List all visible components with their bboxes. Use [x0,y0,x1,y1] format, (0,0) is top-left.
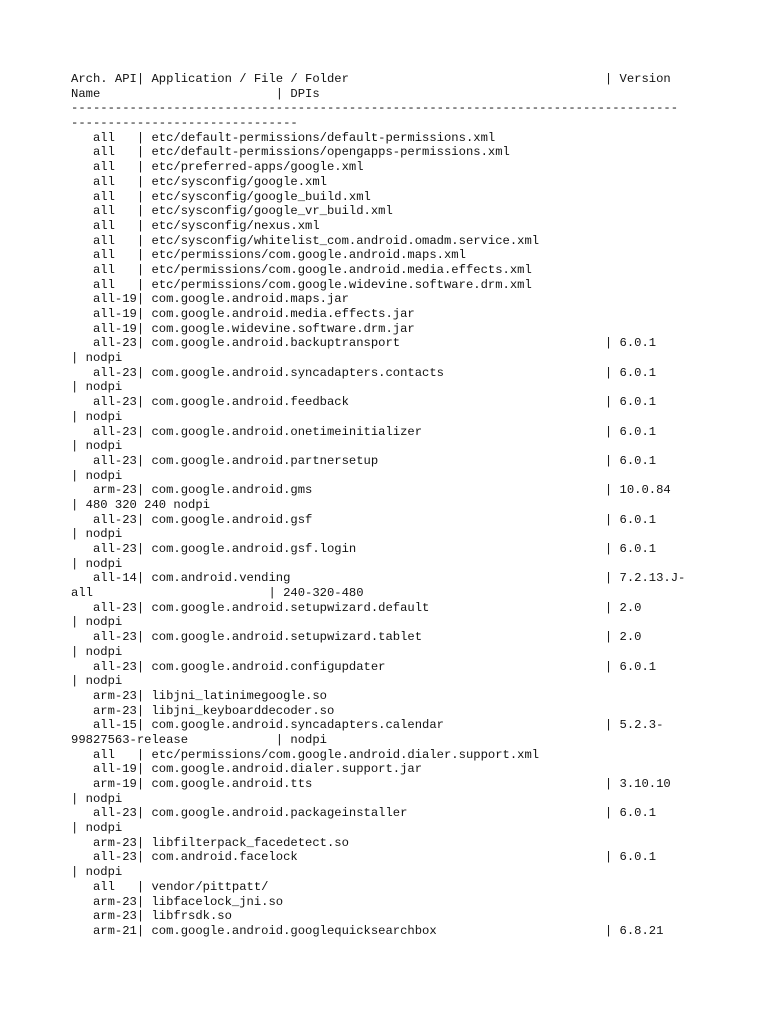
table-row: all-14| com.android.vending | 7.2.13.J- [71,571,686,586]
table-row-continuation: | nodpi [71,351,123,366]
table-row: arm-23| libfilterpack_facedetect.so [71,835,349,850]
table-row: arm-23| com.google.android.gms | 10.0.84 [71,483,671,498]
table-row: all-23| com.google.android.setupwizard.tablet | 2.0 [71,630,642,645]
table-row: all-19| com.google.android.dialer.support.jar [71,762,423,777]
table-row: arm-23| libfacelock_jni.so [71,894,284,909]
table-row: all | etc/sysconfig/google_build.xml [71,189,371,204]
table-row: all | etc/permissions/com.google.android.maps.xml [71,248,466,263]
document-page [71,72,731,939]
table-row: all-23| com.google.android.partnersetup | 6.0.1 [71,453,657,468]
table-row: arm-19| com.google.android.tts | 3.10.10 [71,777,671,791]
table-row: all | etc/preferred-apps/google.xml [71,160,364,175]
table-row: all | etc/sysconfig/nexus.xml [71,218,320,233]
table-row: all | etc/permissions/com.google.android.dialer.support.xml [71,747,540,762]
table-row: all-23| com.google.android.onetimeinitializer | 6.0.1 [71,424,657,439]
table-row-continuation: | 480 320 240 nodpi [71,497,210,512]
table-row-continuation: | nodpi [71,380,123,395]
table-row: all-23| com.google.android.feedback | 6.0.1 [71,395,657,410]
table-row: all | etc/default-permissions/default-permissions.xml [71,130,496,145]
table-row: all-19| com.google.android.maps.jar [71,292,349,307]
table-row: all-19| com.google.android.media.effects.jar [71,307,415,321]
table-row-continuation: | nodpi [71,615,123,630]
table-row: all | etc/sysconfig/whitelist_com.android.omadm.service.xml [71,233,540,248]
table-row-continuation: 99827563-release | nodpi [71,732,327,747]
table-row: all | etc/sysconfig/google_vr_build.xml [71,204,393,219]
table-row-continuation: | nodpi [71,527,123,542]
header-line-1: Arch. API| Application / File / Folder | Version [71,72,671,86]
table-row-continuation: | nodpi [71,791,123,806]
table-row: all | vendor/pittpatt/ [71,879,269,894]
table-row-continuation: | nodpi [71,865,123,880]
table-row: arm-23| libjni_keyboarddecoder.so [71,703,335,718]
table-row: all-23| com.google.android.configupdater | 6.0.1 [71,659,657,674]
table-row: arm-23| libfrsdk.so [71,909,232,924]
table-row: arm-21| com.google.android.googlequicksearchbox | 6.8.21 [71,923,664,938]
table-row: all-23| com.android.facelock | 6.0.1 [71,850,657,865]
table-row: all-23| com.google.android.gsf.login | 6.0.1 [71,542,657,556]
table-row-continuation: | nodpi [71,556,123,571]
header-line-2: Name | DPIs [71,86,320,101]
table-row-continuation: | nodpi [71,439,123,454]
table-row: all-23| com.google.android.gsf | 6.0.1 [71,512,657,527]
table-row: all-23| com.google.android.packageinstaller | 6.0.1 [71,806,657,821]
table-row: arm-23| libjni_latinimegoogle.so [71,688,327,703]
table-row: all-15| com.google.android.syncadapters.calendar | 5.2.3- [71,718,664,733]
table-row: all-23| com.google.android.syncadapters.contacts | 6.0.1 [71,365,657,380]
table-row: all | etc/permissions/com.google.android.media.effects.xml [71,262,532,277]
table-row: all | etc/default-permissions/opengapps-permissions.xml [71,145,510,160]
table-row: all-19| com.google.widevine.software.drm.jar [71,321,415,336]
table-row: all-23| com.google.android.setupwizard.default | 2.0 [71,600,642,615]
separator-line-2: ------------------------------- [71,116,298,131]
table-row: all | etc/sysconfig/google.xml [71,174,327,189]
table-row-continuation: all | 240-320-480 [71,586,364,601]
table-row-continuation: | nodpi [71,821,123,836]
table-row-continuation: | nodpi [71,674,123,689]
table-row-continuation: | nodpi [71,644,123,659]
table-row-continuation: | nodpi [71,468,123,483]
table-row: all | etc/permissions/com.google.widevine.software.drm.xml [71,277,532,292]
separator-line-1: ----------------------------------------------------------------------------------- [71,101,679,116]
table-row: all-23| com.google.android.backuptransport | 6.0.1 [71,336,657,351]
table-row-continuation: | nodpi [71,409,123,424]
